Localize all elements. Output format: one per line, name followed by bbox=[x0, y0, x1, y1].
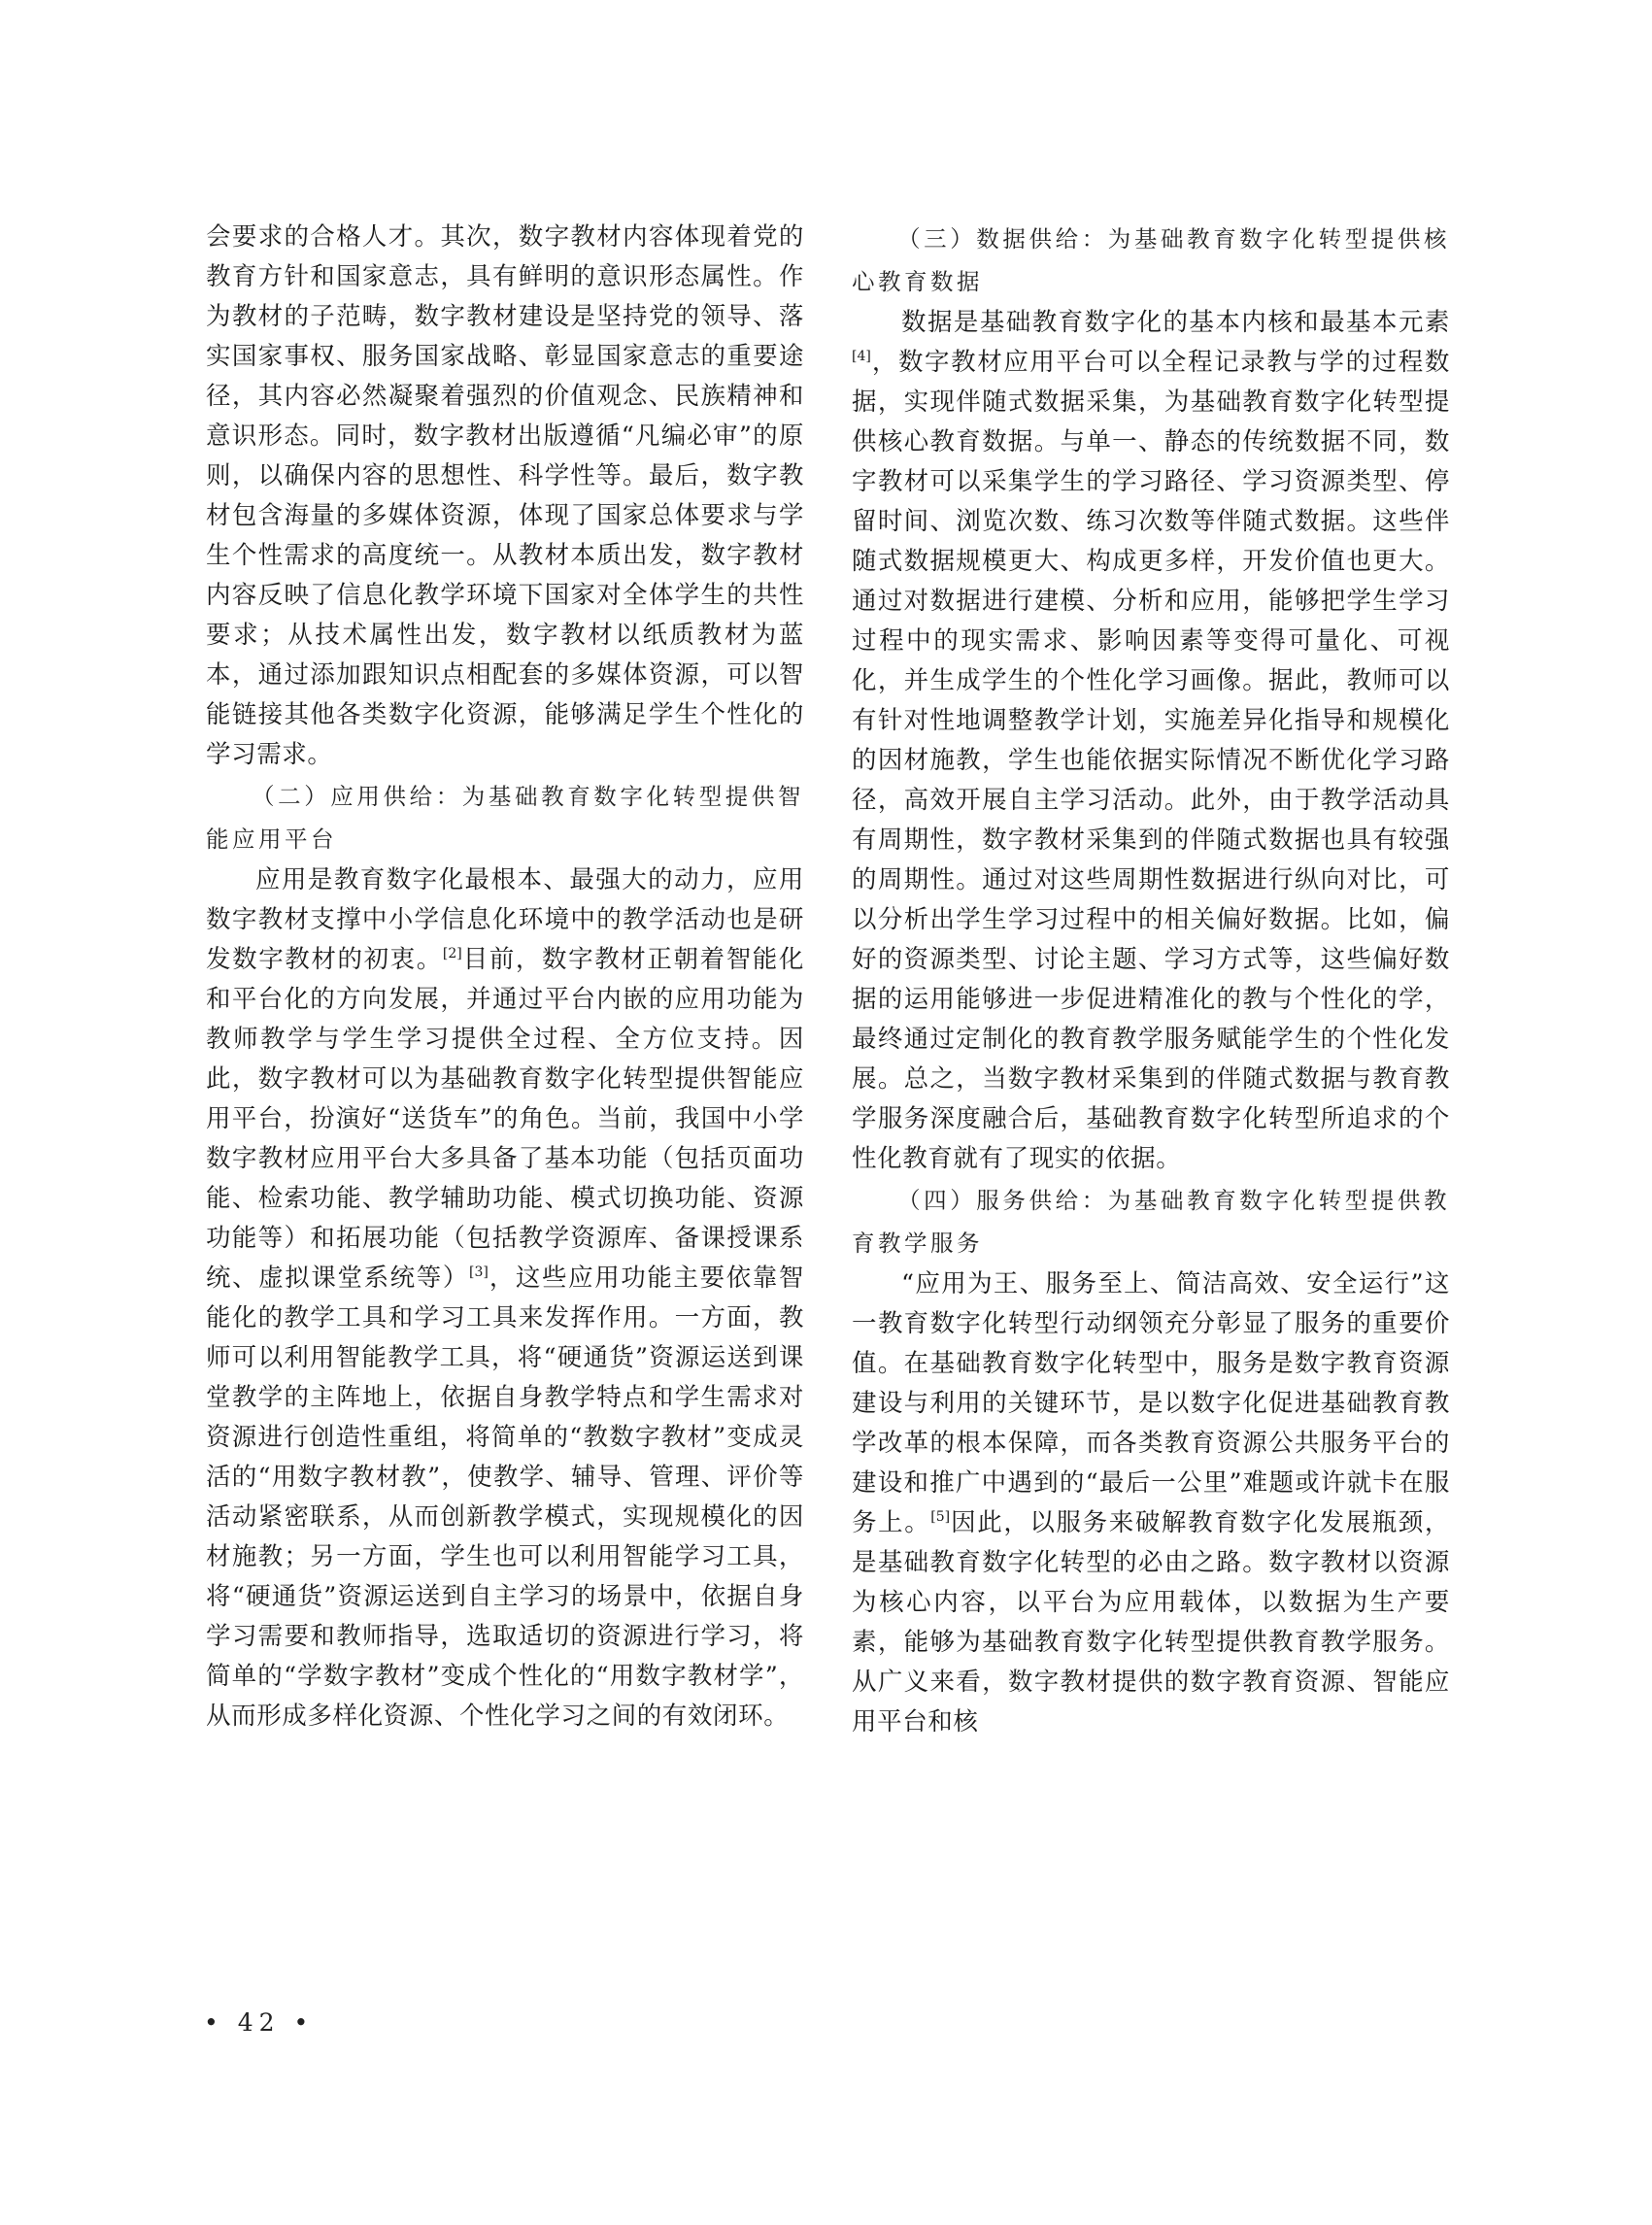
section-heading-service-supply: （四）服务供给：为基础教育数字化转型提供教育教学服务 bbox=[852, 1187, 1450, 1257]
citation-ref: [2] bbox=[442, 946, 462, 961]
body-paragraph bbox=[852, 303, 1450, 1179]
section-heading-data-supply: （三）数据供给：为基础教育数字化转型提供核心教育数据 bbox=[852, 225, 1450, 295]
citation-ref: [5] bbox=[930, 1509, 951, 1525]
text-run: 数据是基础教育数字化的基本内核和最基本元素 bbox=[901, 308, 1450, 337]
body-paragraph bbox=[852, 1264, 1450, 1742]
text-run: “应用为王、服务至上、简洁高效、安全运行”这一教育数字化转型行动纲领充分彰显了服务的重要价值。在基础教育数字化转型中，服务是数字教育资源建设与利用的关键环节，是以数字化促进基础教育教学改革的根本保障，而各类教育资源公共服务平台的建设和推广中遇到的“最后一公里”难题或许就卡在服务上。 bbox=[852, 1269, 1450, 1537]
text-run: 因此，以服务来破解教育数字化发展瓶颈，是基础教育数字化转型的必由之路。数字教材以资源为核心内容，以平台为应用载体，以数据为生产要素，能够为基础教育数字化转型提供教育教学服务。从广义来看，数字教材提供的数字教育资源、智能应用平台和核 bbox=[852, 1508, 1450, 1736]
page-number: • 42 • bbox=[204, 2008, 315, 2037]
text-run: ，这些应用功能主要依靠智能化的教学工具和学习工具来发挥作用。一方面，教师可以利用智能教学工具，将“硬通货”资源运送到课堂教学的主阵地上，依据自身教学特点和学生需求对资源进行创造性重组，将简单的“教数字教材”变成灵活的“用数字教材教”，使教学、辅导、管理、评价等活动紧密联系，从而创新教学模式，实现规模化的因材施教；另一方面，学生也可以利用智能学习工具，将“硬通货”资源运送到自主学习的场景中，依据自身学习需要和教师指导，选取适切的资源进行学习，将简单的“学数字教材”变成个性化的“用数字教材学”，从而形成多样化资源、个性化学习之间的有效闭环。 bbox=[206, 1264, 804, 1731]
text-run: 应用是教育数字化最根本、最强大的动力，应用数字教材支撑中小学信息化环境中的教学活动也是研发数字教材的初衷。 bbox=[206, 865, 804, 974]
text-run: 目前，数字教材正朝着智能化和平台化的方向发展，并通过平台内嵌的应用功能为教师教学与学生学习提供全过程、全方位支持。因此，数字教材可以为基础教育数字化转型提供智能应用平台，扮演好“送货车”的角色。当前，我国中小学数字教材应用平台大多具备了基本功能（包括页面功能、检索功能、教学辅助功能、模式切换功能、资源功能等）和拓展功能（包括教学资源库、备课授课系统、虚拟课堂系统等） bbox=[206, 945, 804, 1293]
body-paragraph: 会要求的合格人才。其次，数字教材内容体现着党的教育方针和国家意志，具有鲜明的意识形态属性。作为教材的子范畴，数字教材建设是坚持党的领导、落实国家事权、服务国家战略、彰显国家意志的重要途径，其内容必然凝聚着强烈的价值观念、民族精神和意识形态。同时，数字教材出版遵循“凡编必审”的原则，以确保内容的思想性、科学性等。最后，数字教材包含海量的多媒体资源，体现了国家总体要求与学生个性需求的高度统一。从教材本质出发，数字教材内容反映了信息化教学环境下国家对全体学生的共性要求；从技术属性出发，数字教材以纸质教材为蓝本，通过添加跟知识点相配套的多媒体资源，可以智能链接其他各类数字化资源，能够满足学生个性化的学习需求。 bbox=[206, 222, 804, 769]
citation-ref: [4] bbox=[852, 349, 871, 364]
citation-ref: [3] bbox=[468, 1264, 489, 1280]
body-paragraph bbox=[206, 860, 804, 1736]
text-run: ，数字教材应用平台可以全程记录教与学的过程数据，实现伴随式数据采集，为基础教育数字化转型提供核心教育数据。与单一、静态的传统数据不同，数字教材可以采集学生的学习路径、学习资源类型、停留时间、浏览次数、练习次数等伴随式数据。这些伴随式数据规模更大、构成更多样，开发价值也更大。通过对数据进行建模、分析和应用，能够把学生学习过程中的现实需求、影响因素等变得可量化、可视化，并生成学生的个性化学习画像。据此，教师可以有针对性地调整教学计划，实施差异化指导和规模化的因材施教，学生也能依据实际情况不断优化学习路径，高效开展自主学习活动。此外，由于教学活动具有周期性，数字教材采集到的伴随式数据也具有较强的周期性。通过对这些周期性数据进行纵向对比，可以分析出学生学习过程中的相关偏好数据。比如，偏好的资源类型、讨论主题、学习方式等，这些偏好数据的运用能够进一步促进精准化的教与个性化的学，最终通过定制化的教育教学服务赋能学生的个性化发展。总之，当数字教材采集到的伴随式数据与教育教学服务深度融合后，基础教育数字化转型所追求的个性化教育就有了现实的依据。 bbox=[852, 348, 1450, 1173]
left-column bbox=[206, 218, 804, 1736]
section-heading-application-supply: （二）应用供给：为基础教育数字化转型提供智能应用平台 bbox=[206, 783, 804, 853]
right-column bbox=[852, 218, 1450, 1742]
